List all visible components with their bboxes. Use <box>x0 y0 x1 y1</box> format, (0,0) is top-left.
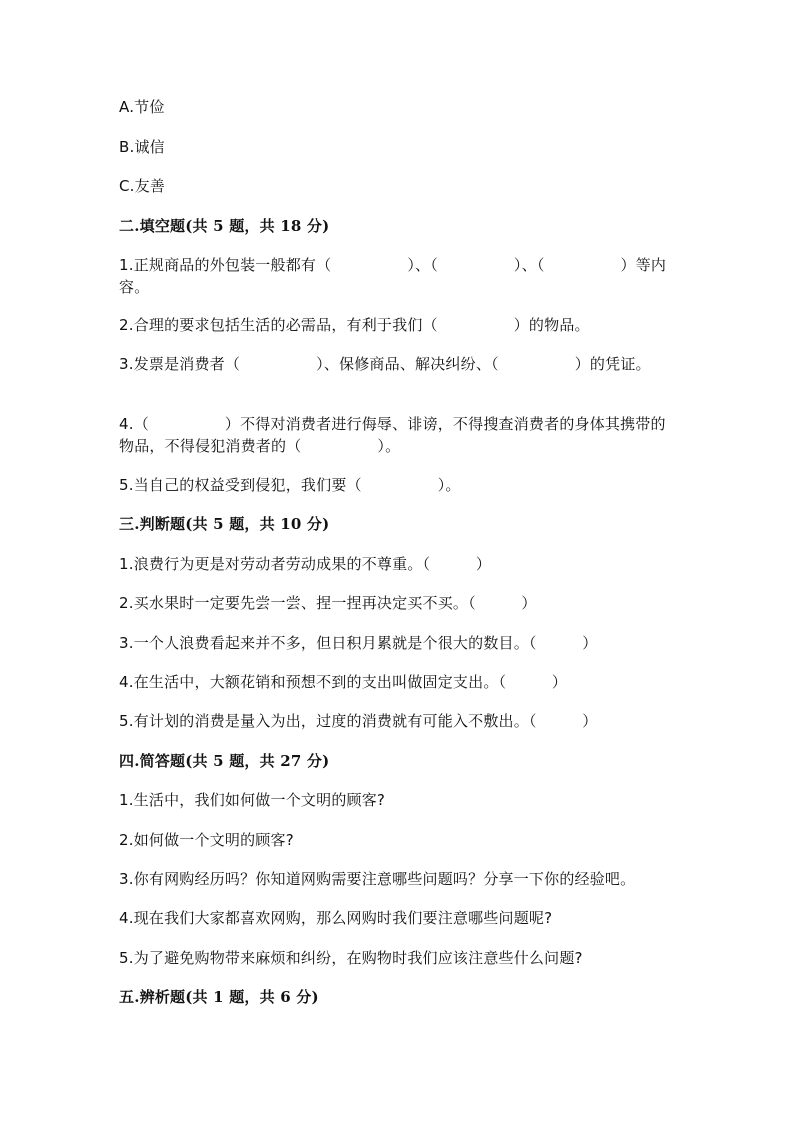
question-text: 5.当自己的权益受到侵犯，我们要（ ）。 <box>119 476 461 494</box>
option-c: C.友善 <box>119 177 166 195</box>
section-heading-fill-blank: 二.填空题(共 5 题，共 18 分) <box>119 217 330 235</box>
question-text: 3.一个人浪费看起来并不多，但日积月累就是个很大的数目。（ ） <box>119 634 598 652</box>
question-text: 1.浪费行为更是对劳动者劳动成果的不尊重。（ ） <box>119 555 492 573</box>
question-text: 1.生活中，我们如何做一个文明的顾客? <box>119 791 386 809</box>
option-b: B.诚信 <box>119 138 165 156</box>
section-heading-judgement: 三.判断题(共 5 题，共 10 分) <box>119 515 330 533</box>
question-text: 5.有计划的消费是量入为出，过度的消费就有可能入不敷出。（ ） <box>119 712 598 730</box>
question-text: 2.如何做一个文明的顾客? <box>119 831 294 849</box>
question-text: 3.发票是消费者（ ）、保修商品、解决纠纷、（ ）的凭证。 <box>119 355 651 373</box>
question-text: 4.在生活中，大额花销和预想不到的支出叫做固定支出。（ ） <box>119 673 568 691</box>
question-text: 4.（ ）不得对消费者进行侮辱、诽谤，不得搜查消费者的身体其携带的物品，不得侵犯消费者的（ ）。 <box>119 415 666 455</box>
question-text: 1.正规商品的外包装一般都有（ ）、（ ）、（ ）等内容。 <box>119 256 667 296</box>
question-text: 4.现在我们大家都喜欢网购，那么网购时我们要注意哪些问题呢? <box>119 909 553 927</box>
question-text: 3.你有网购经历吗？你知道网购需要注意哪些问题吗？分享一下你的经验吧。 <box>119 870 636 888</box>
question-text: 2.合理的要求包括生活的必需品，有利于我们（ ）的物品。 <box>119 316 590 334</box>
question-text: 2.买水果时一定要先尝一尝、捏一捏再决定买不买。（ ） <box>119 594 537 612</box>
section-heading-short-answer: 四.简答题(共 5 题，共 27 分) <box>119 752 330 770</box>
section-heading-analysis: 五.辨析题(共 1 题，共 6 分) <box>119 988 319 1006</box>
option-a: A.节俭 <box>119 98 165 116</box>
question-text: 5.为了避免购物带来麻烦和纠纷，在购物时我们应该注意些什么问题? <box>119 949 583 967</box>
